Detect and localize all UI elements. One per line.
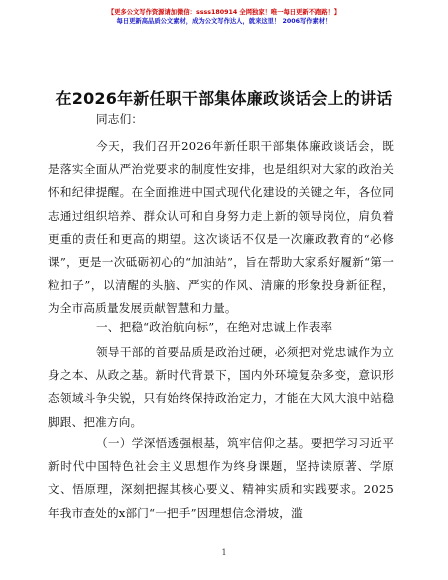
promo-line-1: 【更多公文写作资源请加微信：ssss180914 全网独家！唯一每日更新不跑路！】 xyxy=(107,9,341,16)
section-heading-1: 一、把稳“政治航向标”，在绝对忠诚上作表率 xyxy=(96,320,333,334)
paragraph-section-1: 领导干部的首要品质是政治过硬，必须把对党忠诚作为立身之本、从政之基。新时代背景下，国内外环境复杂多变，意识形态领域斗争尖锐，只有始终保持政治定力，才能在大风大浪中站稳脚跟、把准方向。 xyxy=(48,345,394,429)
paragraph-subsection-1: （一）学深悟透强根基，筑牢信仰之基。要把学习习近平新时代中国特色社会主义思想作为终身课题，坚持读原著、学原文、悟原理，深刻把握其核心要义、精神实质和实践要求。2025年我市查处的x部门“一把手”因理想信念滑坡，滥 xyxy=(48,436,394,520)
promo-banner xyxy=(0,8,448,26)
document-title: 在2026年新任职干部集体廉政谈话会上的讲话 xyxy=(55,89,393,108)
paragraph-intro: 今天，我们召开2026年新任职干部集体廉政谈话会，既是落实全面从严治党要求的制度性安排，也是组织对大家的政治关怀和纪律提醒。在全面推进中国式现代化建设的关键之年，各位同志通过组织培养、群众认可和自身努力走上新的领导岗位，肩负着更重的责任和更高的期望。这次谈话不仅是一次廉政教育的“必修课”，更是一次砥砺初心的“加油站”，旨在帮助大家系好履新“第一粒扣子”，以清醒的头脑、严实的作风、清廉的形象投身新征程，为全市高质量发展贡献智慧和力量。 xyxy=(48,139,394,316)
page-number: 1 xyxy=(221,548,227,557)
salutation: 同志们： xyxy=(96,112,144,126)
promo-line-2: 每日更新高品质公文素材，成为公文写作达人，就来这里！ 2006写作素材！ xyxy=(116,18,332,25)
